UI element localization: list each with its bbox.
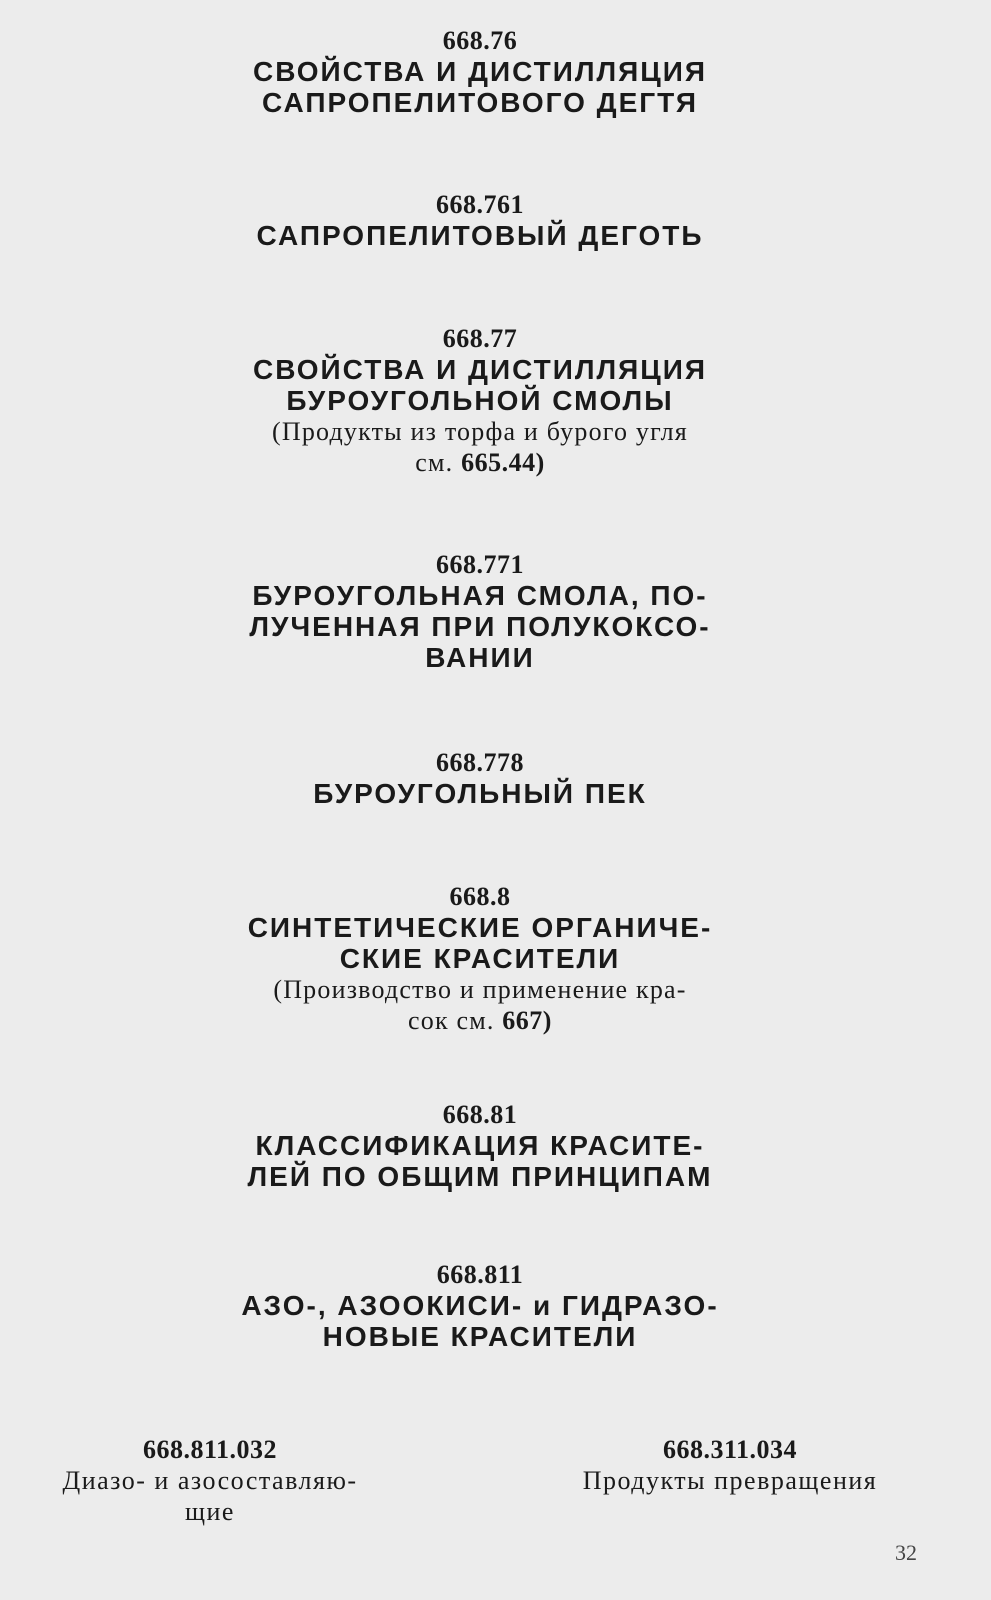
section-heading-line: ЛУЧЕННАЯ ПРИ ПОЛУКОКСО- (249, 611, 711, 642)
section-668-81 (200, 1100, 760, 1192)
section-668-761 (200, 190, 760, 251)
section-heading-line: СВОЙСТВА И ДИСТИЛЛЯЦИЯ (253, 354, 707, 385)
section-code: 668.81 (442, 1100, 518, 1129)
entry-code: 668.811.032 (142, 1435, 278, 1464)
section-668-8 (200, 882, 760, 1036)
entry-text-line: Продукты превращения (582, 1466, 878, 1495)
section-668-76 (200, 26, 760, 118)
section-code: 668.76 (442, 26, 518, 55)
section-note-line: (Производство и применение кра- (273, 975, 687, 1004)
section-668-77 (200, 324, 760, 478)
note-reference: 665.44) (461, 448, 545, 477)
page-number: 32 (895, 1540, 917, 1565)
note-text: сок см. (408, 1006, 495, 1035)
section-668-778 (200, 748, 760, 809)
section-668-811 (200, 1260, 760, 1352)
entry-668-311-034 (550, 1435, 910, 1496)
section-heading-line: АЗО-, АЗООКИСИ- и ГИДРАЗО- (241, 1290, 719, 1321)
section-code: 668.761 (436, 190, 524, 219)
section-heading-line: БУРОУГОЛЬНОЙ СМОЛЫ (286, 385, 674, 416)
entry-668-811-032 (30, 1435, 390, 1527)
section-code: 668.771 (436, 550, 524, 579)
entry-text-line: щие (185, 1497, 235, 1526)
section-heading-line: СВОЙСТВА И ДИСТИЛЛЯЦИЯ (253, 56, 707, 87)
section-heading-line: ЛЕЙ ПО ОБЩИМ ПРИНЦИПАМ (247, 1161, 713, 1192)
section-heading-line: САПРОПЕЛИТОВЫЙ ДЕГОТЬ (256, 220, 704, 251)
section-668-771 (200, 550, 760, 673)
section-heading-line: БУРОУГОЛЬНАЯ СМОЛА, ПО- (252, 580, 708, 611)
section-heading-line: СИНТЕТИЧЕСКИЕ ОРГАНИЧЕ- (247, 912, 713, 943)
section-heading-line: КЛАССИФИКАЦИЯ КРАСИТЕ- (255, 1130, 705, 1161)
section-heading-line: БУРОУГОЛЬНЫЙ ПЕК (313, 778, 647, 809)
section-heading-line: НОВЫЕ КРАСИТЕЛИ (322, 1321, 638, 1352)
section-note-line (200, 447, 760, 478)
section-code: 668.778 (436, 748, 524, 777)
section-heading-line: САПРОПЕЛИТОВОГО ДЕГТЯ (261, 87, 699, 118)
entry-code: 668.311.034 (662, 1435, 798, 1464)
entry-text-line: Диазо- и азосоставляю- (62, 1466, 358, 1495)
section-heading-line: СКИЕ КРАСИТЕЛИ (339, 943, 621, 974)
note-text: см. (415, 448, 454, 477)
section-code: 668.77 (442, 324, 518, 353)
section-note-line: (Продукты из торфа и бурого угля (272, 417, 688, 446)
section-code: 668.8 (449, 882, 511, 911)
section-note-line (200, 1005, 760, 1036)
note-reference: 667) (502, 1006, 552, 1035)
section-heading-line: ВАНИИ (425, 642, 535, 673)
section-code: 668.811 (436, 1260, 524, 1289)
